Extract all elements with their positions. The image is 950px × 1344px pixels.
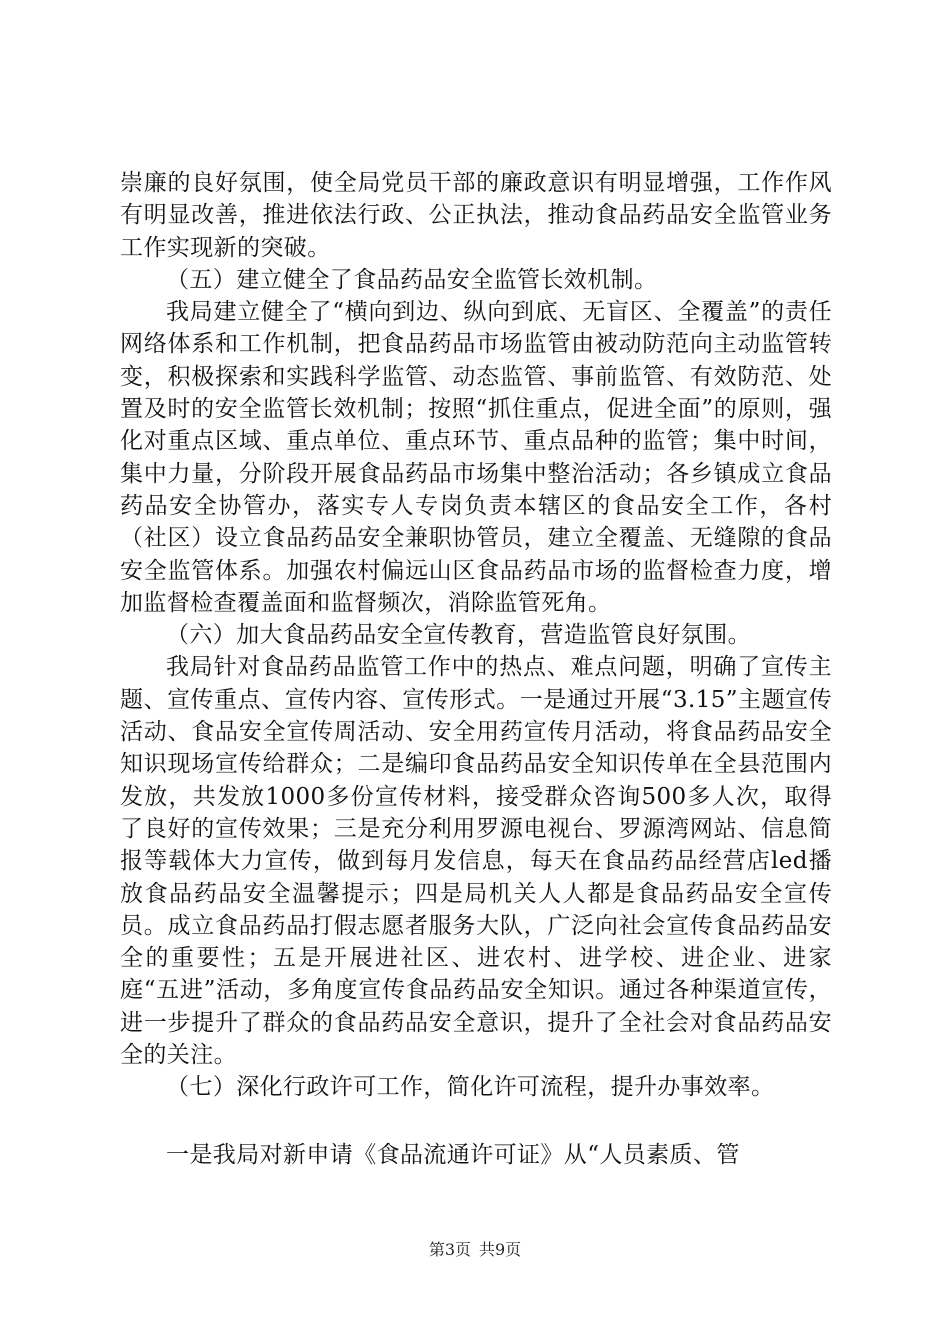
document-body bbox=[120, 167, 832, 1171]
page-footer bbox=[0, 1240, 950, 1260]
page-total: 共9页 bbox=[479, 1240, 522, 1259]
section-heading-6: （六）加大食品药品安全宣传教育，营造监管良好氛围。 bbox=[166, 622, 751, 649]
paragraph-continuation: 崇廉的良好氛围，使全局党员干部的廉政意识有明显增强，工作作风有明显改善，推进依法行政、公正执法，推动食品药品安全监管业务工作实现新的突破。 bbox=[120, 170, 832, 261]
paragraph-section-6: 我局针对食品药品监管工作中的热点、难点问题，明确了宣传主题、宣传重点、宣传内容、宣传形式。一是通过开展“3.15”主题宣传活动、食品安全宣传周活动、安全用药宣传月活动，将食品药品安全知识现场宣传给群众；二是编印食品药品安全知识传单在全县范围内发放，共发放1000多份宣传材料，接受群众咨询500多人次，取得了良好的宣传效果；三是充分利用罗源电视台、罗源湾网站、信息简报等载体大力宣传，做到每月发信息，每天在食品药品经营店led播放食品药品安全温馨提示；四是局机关人人都是食品药品安全宣传员。成立食品药品打假志愿者服务大队，广泛向社会宣传食品药品安全的重要性；五是开展进社区、进农村、进学校、进企业、进家庭“五进”活动，多角度宣传食品药品安全知识。通过各种渠道宣传，进一步提升了群众的食品药品安全意识，提升了全社会对食品药品安全的关注。 bbox=[120, 654, 832, 1069]
section-heading-7: （七）深化行政许可工作，简化许可流程，提升办事效率。 bbox=[166, 1074, 775, 1101]
section-heading-5: （五）建立健全了食品药品安全监管长效机制。 bbox=[166, 266, 658, 293]
paragraph-section-5: 我局建立健全了“横向到边、纵向到底、无盲区、全覆盖”的责任网络体系和工作机制，把食品药品市场监管由被动防范向主动监管转变，积极探索和实践科学监管、动态监管、事前监管、有效防范、处置及时的安全监管长效机制；按照“抓住重点，促进全面”的原则，强化对重点区域、重点单位、重点环节、重点品种的监管；集中时间，集中力量，分阶段开展食品药品市场集中整治活动；各乡镇成立食品药品安全协管办，落实专人专岗负责本辖区的食品安全工作，各村（社区）设立食品药品安全兼职协管员，建立全覆盖、无缝隙的食品安全监管体系。加强农村偏远山区食品药品市场的监督检查力度，增加监督检查覆盖面和监督频次，消除监管死角。 bbox=[120, 299, 832, 616]
page-number: 第3页 bbox=[428, 1240, 471, 1259]
paragraph-section-7: 一是我局对新申请《食品流通许可证》从“人员素质、管 bbox=[166, 1141, 740, 1168]
